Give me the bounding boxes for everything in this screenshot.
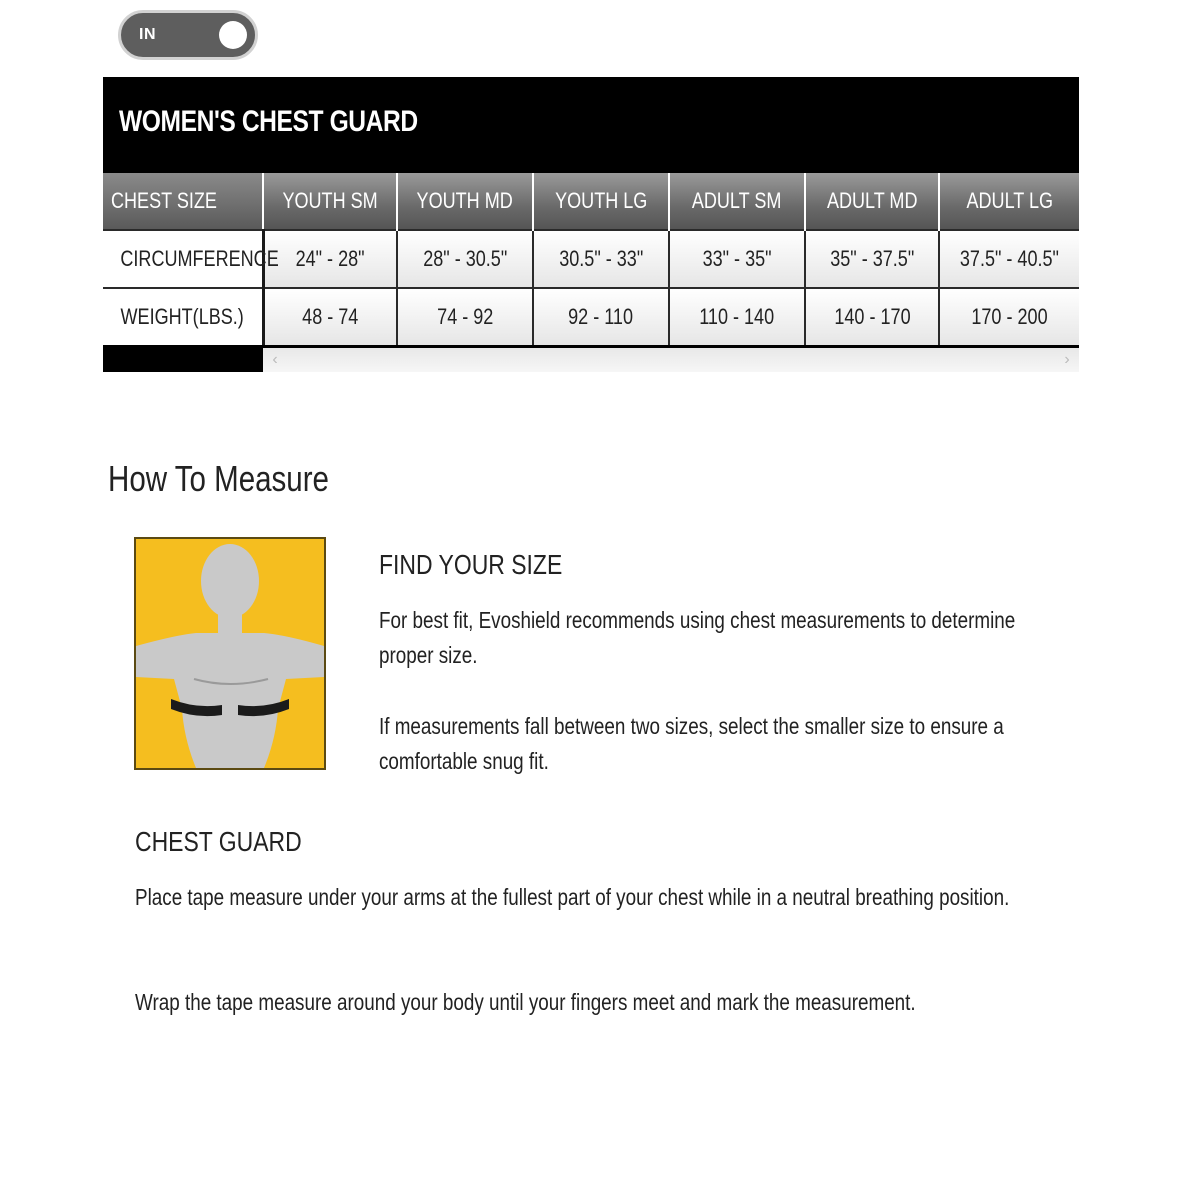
- table-cell: 110 - 140: [669, 288, 805, 345]
- size-table: [103, 173, 1079, 345]
- column-header: CHEST SIZE: [103, 173, 263, 230]
- toggle-knob[interactable]: [219, 21, 247, 49]
- table-cell: 37.5" - 40.5": [939, 230, 1079, 288]
- unit-toggle[interactable]: [118, 10, 258, 60]
- table-cell: 28" - 30.5": [397, 230, 533, 288]
- unit-toggle-label: IN: [139, 26, 156, 43]
- column-header: YOUTH SM: [263, 173, 397, 230]
- chevron-left-icon[interactable]: ‹: [272, 351, 278, 368]
- chest-guard-heading: CHEST GUARD: [135, 826, 302, 857]
- table-cell: 92 - 110: [533, 288, 669, 345]
- table-cell: 30.5" - 33": [533, 230, 669, 288]
- column-header: ADULT LG: [939, 173, 1079, 230]
- row-header: CIRCUMFERENCE: [103, 230, 263, 288]
- table-cell: 35" - 37.5": [805, 230, 939, 288]
- size-chart: [103, 77, 1079, 372]
- chart-title: WOMEN'S CHEST GUARD: [119, 105, 418, 138]
- chest-guard-paragraph: Wrap the tape measure around your body until your fingers meet and mark the measurement.: [135, 989, 916, 1015]
- chest-measure-figure-icon: [134, 537, 326, 770]
- chest-guard-paragraph: Place tape measure under your arms at the fullest part of your chest while in a neutral breathing position.: [135, 884, 1010, 910]
- table-cell: 24" - 28": [263, 230, 397, 288]
- body-silhouette-icon: [136, 539, 324, 768]
- table-cell: 74 - 92: [397, 288, 533, 345]
- horizontal-scrollbar[interactable]: [263, 348, 1079, 372]
- find-size-paragraph: If measurements fall between two sizes, select the smaller size to ensure a comfortable snug fit.: [379, 713, 1004, 774]
- column-header: YOUTH MD: [397, 173, 533, 230]
- table-cell: 48 - 74: [263, 288, 397, 345]
- column-header: ADULT MD: [805, 173, 939, 230]
- table-cell: 33" - 35": [669, 230, 805, 288]
- row-header: WEIGHT(LBS.): [103, 288, 263, 345]
- table-row: [103, 230, 1079, 288]
- column-header: YOUTH LG: [533, 173, 669, 230]
- find-size-heading: FIND YOUR SIZE: [379, 549, 563, 580]
- section-title: How To Measure: [108, 458, 329, 499]
- chevron-right-icon[interactable]: ›: [1064, 351, 1070, 368]
- table-cell: 170 - 200: [939, 288, 1079, 345]
- column-header: ADULT SM: [669, 173, 805, 230]
- table-row: [103, 288, 1079, 345]
- find-size-paragraph: For best fit, Evoshield recommends using chest measurements to determine proper size.: [379, 607, 1016, 668]
- table-cell: 140 - 170: [805, 288, 939, 345]
- table-header-row: [103, 173, 1079, 230]
